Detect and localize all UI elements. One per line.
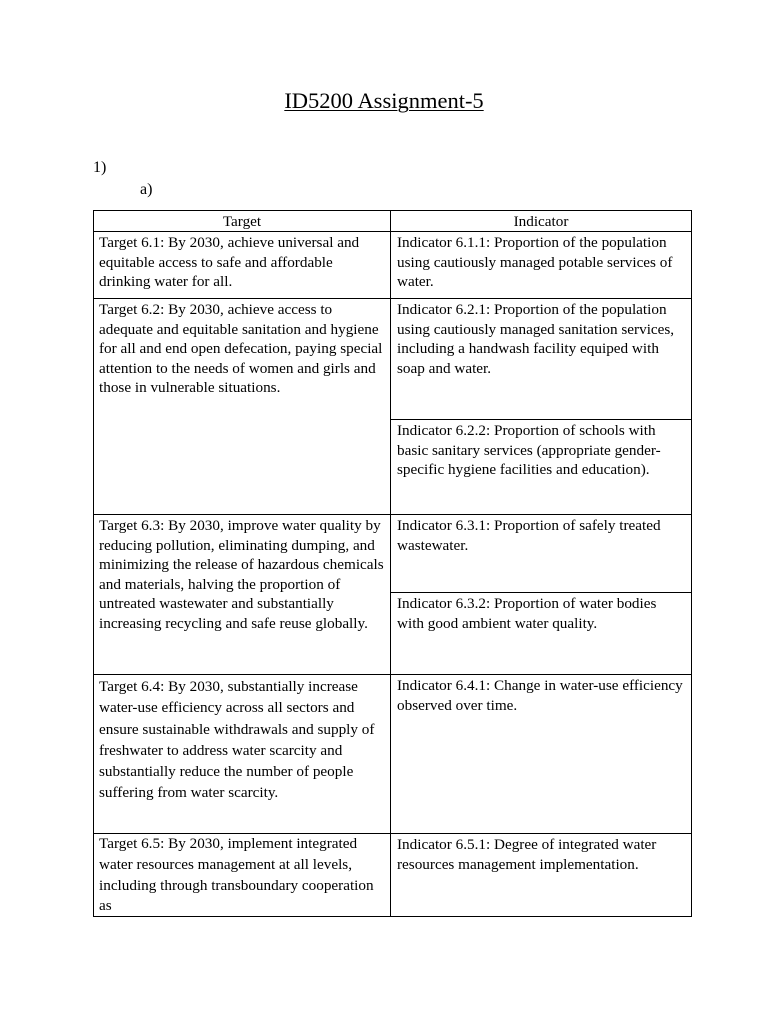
indicator-cell <box>391 515 692 675</box>
table-row <box>94 232 692 299</box>
target-cell: Target 6.2: By 2030, achieve access to adequate and equitable sanitation and hygiene for all and end open defecation, paying special attention to the needs of women and girls and those in vulnerable situations. <box>94 299 391 515</box>
table-row <box>94 299 692 515</box>
table-header-row <box>94 211 692 232</box>
target-cell: Target 6.4: By 2030, substantially increase water-use efficiency across all sectors and ensure sustainable withdrawals and supply of freshwater to address water scarcity and substantially reduce the number of people suffering from water scarcity. <box>94 675 391 834</box>
target-column-header: Target <box>94 211 391 232</box>
indicator-text: Indicator 6.3.2: Proportion of water bodies with good ambient water quality. <box>391 592 691 674</box>
indicator-text: Indicator 6.2.1: Proportion of the population using cautiously managed sanitation services, including a handwash facility equiped with soap and water. <box>397 301 675 377</box>
document-title: ID5200 Assignment-5 <box>284 88 484 113</box>
target-cell: Target 6.5: By 2030, implement integrated water resources management at all levels, including through transboundary cooperation as <box>94 834 391 917</box>
indicator-text: Indicator 6.5.1: Degree of integrated water resources management implementation. <box>397 836 657 873</box>
indicator-cell <box>391 675 692 834</box>
indicator-cell <box>391 232 692 299</box>
table-row <box>94 834 692 917</box>
indicator-cell <box>391 299 692 515</box>
sub-question-label: a) <box>140 181 153 198</box>
indicator-column-header: Indicator <box>391 211 692 232</box>
target-cell: Target 6.3: By 2030, improve water quality by reducing pollution, eliminating dumping, and minimizing the release of hazardous chemicals and materials, halving the proportion of untreated wastewater and substantially increasing recycling and safe reuse globally. <box>94 515 391 675</box>
targets-indicators-table <box>93 210 692 917</box>
question-number: 1) <box>93 159 107 176</box>
indicator-text: Indicator 6.4.1: Change in water-use efficiency observed over time. <box>397 677 683 714</box>
indicator-text: Indicator 6.2.2: Proportion of schools with basic sanitary services (appropriate gender-specific hygiene facilities and education). <box>391 419 691 514</box>
target-cell: Target 6.1: By 2030, achieve universal and equitable access to safe and affordable drinking water for all. <box>94 232 391 299</box>
indicator-text: Indicator 6.3.1: Proportion of safely treated wastewater. <box>397 517 661 554</box>
indicator-text: Indicator 6.1.1: Proportion of the population using cautiously managed potable services of water. <box>397 234 673 291</box>
indicator-cell <box>391 834 692 917</box>
table-row <box>94 515 692 675</box>
table-row <box>94 675 692 834</box>
